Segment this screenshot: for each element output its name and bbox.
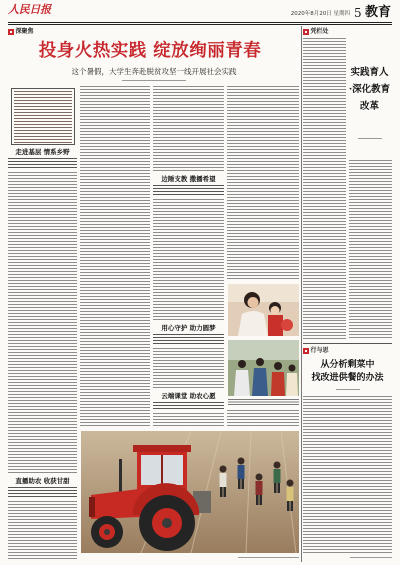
- commentary-title: [347, 64, 392, 115]
- issue-date: 2020年8月20日 星期四: [290, 11, 350, 17]
- body-text: [349, 160, 392, 340]
- section-name: 教育: [365, 5, 392, 20]
- headline: 投身火热实践 绽放绚丽青春: [38, 41, 262, 61]
- body-text: [227, 86, 299, 280]
- feature-title-line: 从分析剩菜中: [320, 360, 375, 370]
- byline: [122, 80, 186, 81]
- layout-credit: [350, 557, 392, 558]
- section-intro-1: [8, 158, 77, 170]
- red-square-marker-icon: [303, 29, 309, 35]
- commentary-title-line: ·深化教育: [348, 84, 391, 95]
- child-figure: [268, 302, 283, 336]
- body-text: [303, 396, 392, 553]
- photo-group-outdoors: [228, 340, 299, 396]
- commentary-author: [358, 138, 382, 139]
- body-text: [8, 501, 77, 561]
- photo-tractor-field: [81, 431, 299, 553]
- body-text: [153, 413, 224, 427]
- feature-title: [303, 359, 392, 385]
- body-text: [153, 86, 224, 172]
- feature-tag-label: 行与思: [310, 347, 329, 354]
- section-intro-2: [153, 185, 224, 197]
- photo-caption: [228, 399, 299, 407]
- section-head-5: 直播助农 收获甘甜: [15, 477, 70, 485]
- section-intro-3: [153, 334, 224, 346]
- subheadline: 这个暑假，大学生奔赴脱贫攻坚一线开展社会实践: [71, 67, 237, 76]
- section-head-4: 云端课堂 助农心愿: [161, 392, 216, 400]
- header-rule: [8, 22, 392, 23]
- photo-volunteer-with-child: [228, 284, 299, 336]
- page-number: 5: [354, 6, 362, 20]
- body-text: [303, 38, 346, 340]
- body-text: [80, 86, 150, 426]
- body-text: [8, 172, 77, 474]
- commentary-title-line: 改革: [359, 101, 379, 112]
- body-text: [153, 348, 224, 389]
- body-text: [153, 199, 224, 321]
- red-square-marker-icon: [303, 348, 309, 354]
- commentary-tag-label: 凭栏处: [310, 28, 329, 35]
- section-head-1: 走进基层 情系乡野: [15, 148, 70, 156]
- section-divider: [303, 343, 392, 344]
- section-head-2: 边陲支教 撒播希望: [161, 175, 216, 183]
- editor-note-text: [14, 91, 72, 143]
- red-square-marker-icon: [8, 29, 14, 35]
- column-divider: [301, 26, 302, 562]
- commentary-tag: [303, 28, 329, 36]
- photo-credit: [238, 557, 299, 558]
- lead-story-tag-label: 深聚焦: [15, 28, 34, 35]
- lead-story-tag: [8, 28, 34, 36]
- section-intro-4: [153, 402, 224, 411]
- section-head-3: 用心守护 助力圆梦: [161, 324, 216, 332]
- commentary-title-line: 实践育人: [350, 67, 389, 78]
- section-intro-5: [8, 487, 77, 499]
- masthead: 人民日报: [8, 3, 51, 16]
- feature-author: [336, 389, 360, 390]
- feature-tag: [303, 347, 329, 355]
- body-text: [227, 410, 299, 427]
- feature-title-line: 找改进供餐的办法: [311, 373, 384, 383]
